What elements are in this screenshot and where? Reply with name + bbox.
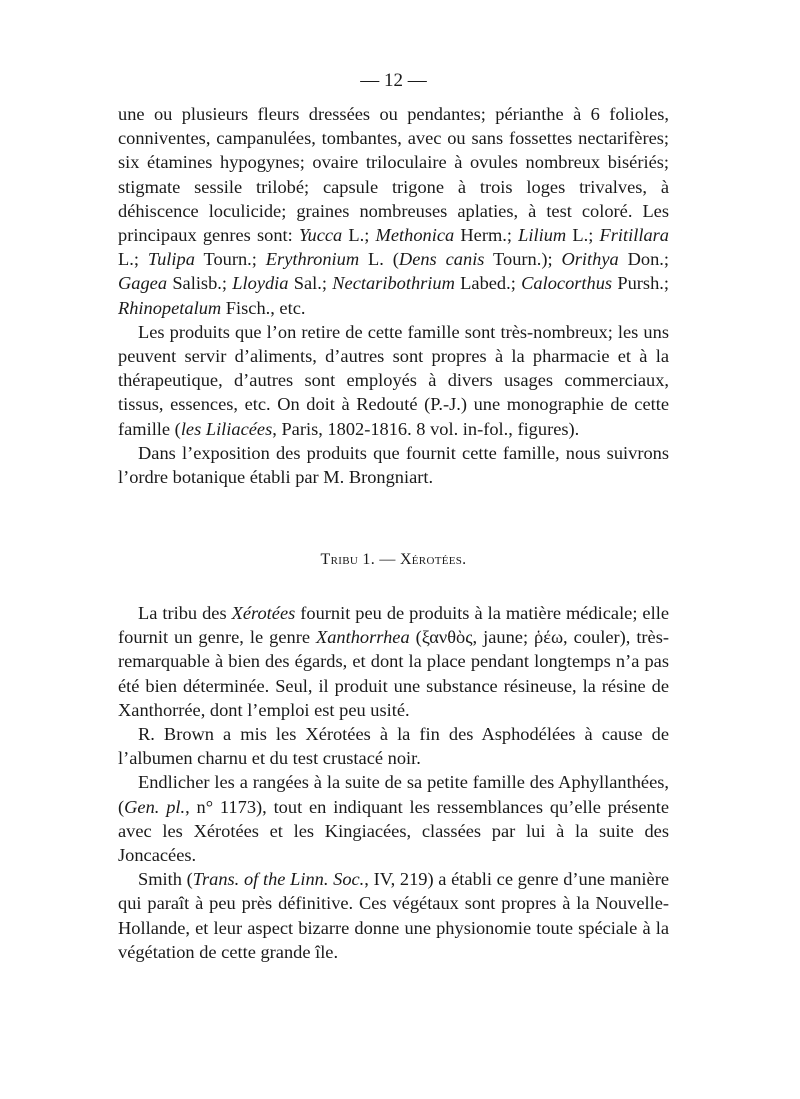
paragraph-genera: une ou plusieurs fleurs dressées ou pendantes; périanthe à 6 folioles, conniventes, campanulées, tombantes, avec ou sans fossettes nectarifères; six étamines hypogynes; ovaire triloculaire à ovules nombreux bisériés; stigmate sessile trilobé; capsule trigone à trois loges trivalves, à déhiscence loculicide; graines nombreuses aplaties, à test coloré. Les principaux genres sont: Yucca L.; Methonica Herm.; Lilium L.; Fritillara L.; Tulipa Tourn.; Erythronium L. (Dens canis Tourn.); Orithya Don.; Gagea Salisb.; Lloydia Sal.; Nectaribothrium Labed.; Calocorthus Pursh.; Rhinopetalum Fisch., etc.: [118, 104, 670, 318]
paragraph-xerotees-intro: La tribu des Xérotées fournit peu de produits à la matière médicale; elle fournit un genre, le genre Xanthorrhea (ξανθὸς, jaune; ῥέω, couler), très-remarquable à bien des égards, et dont la place pendant longtemps n’a pas été bien déterminée. Seul, il produit une substance résineuse, la résine de Xanthorrée, dont l’emploi est peu usité.: [118, 603, 669, 720]
paragraph-brown: R. Brown a mis les Xérotées à la fin des Asphodélées à cause de l’albumen charnu et du test crustacé noir.: [118, 724, 669, 769]
paragraph-order: Dans l’exposition des produits que fournit cette famille, nous suivrons l’ordre botanique établi par M. Brongniart.: [118, 442, 669, 488]
paragraph-endlicher: Endlicher les a rangées à la suite de sa petite famille des Aphyllanthées, (Gen. pl., n° 1173), tout en indiquant les ressemblances qu’elle présente avec les Xérotées et les Kingiacées, classées par lui à la suite des Joncacées.: [118, 772, 669, 866]
page-number: — 12 —: [360, 70, 427, 91]
paragraph-smith: Smith (Trans. of the Linn. Soc., IV, 219) a établi ce genre d’une manière qui paraît à peu près définitive. Ces végétaux sont propres à la Nouvelle-Hollande, et leur aspect bizarre donne une physionomie toute spéciale à la végétation de cette grande île.: [118, 869, 669, 962]
section-xerotees-text: [118, 601, 669, 964]
section-heading: Tribu 1. — Xérotées.: [320, 551, 467, 568]
paragraph-products: Les produits que l’on retire de cette famille sont très-nombreux; les uns peuvent servir d’aliments, d’autres sont propres à la pharmacie et à la thérapeutique, d’autres sont employés à divers usages commerciaux, tissus, essences, etc. On doit à Redouté (P.-J.) une monographie de cette famille (les Liliacées, Paris, 1802-1816. 8 vol. in-fol., figures).: [118, 321, 669, 439]
section-liliaceae-text: [118, 102, 669, 489]
